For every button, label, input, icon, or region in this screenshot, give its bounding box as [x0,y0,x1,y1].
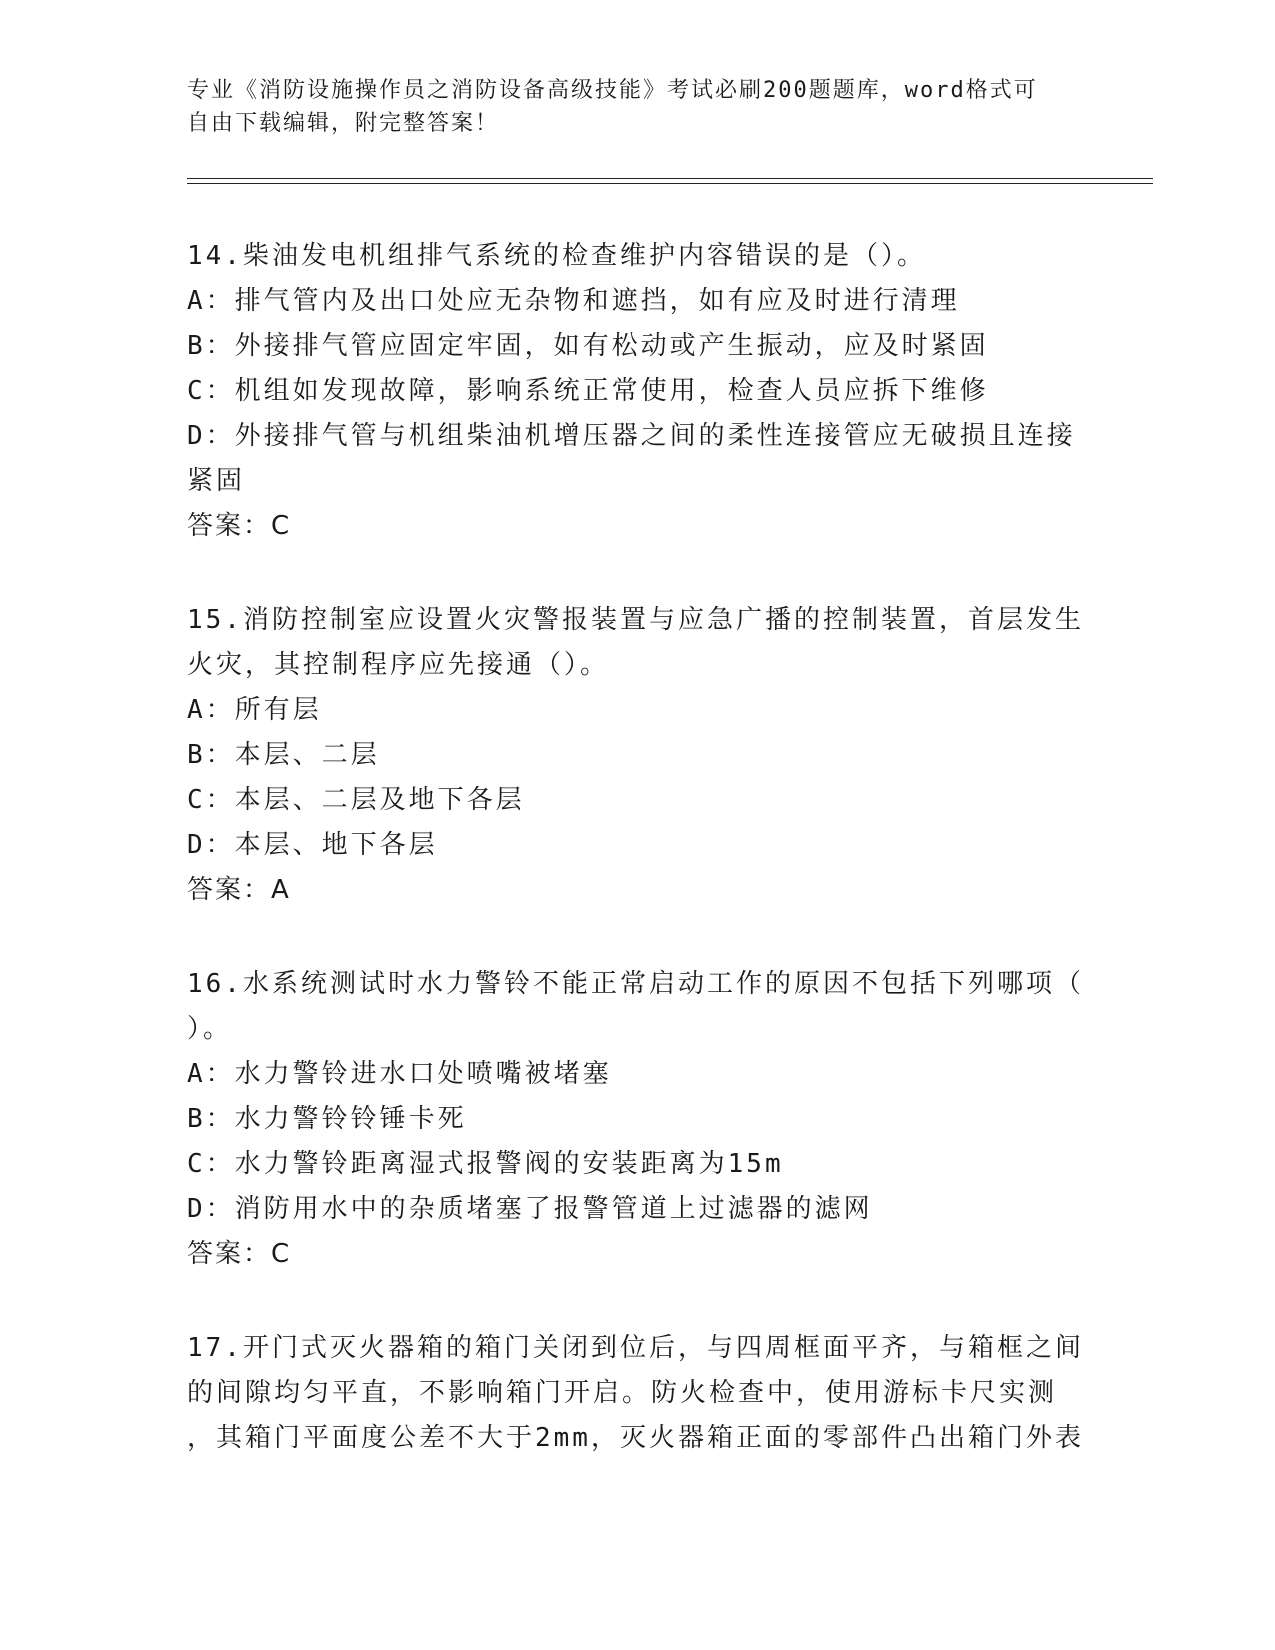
answer-label: 答案：C [187,511,292,541]
question-stem: 15.消防控制室应设置火灾警报装置与应急广播的控制装置，首层发生 [187,605,1084,635]
option-c: C：机组如发现故障，影响系统正常使用，检查人员应拆下维修 [187,376,989,406]
question-16 [187,962,1087,1277]
option-c: C：本层、二层及地下各层 [187,785,525,815]
question-stem: 17.开门式灭火器箱的箱门关闭到位后，与四周框面平齐，与箱框之间 [187,1333,1084,1363]
option-a: A：所有层 [187,695,322,725]
option-d: D：外接排气管与机组柴油机增压器之间的柔性连接管应无破损且连接 [187,421,1076,451]
option-d: D：本层、地下各层 [187,830,438,860]
option-b: B：水力警铃铃锤卡死 [187,1104,467,1134]
question-stem-continued: ）。 [187,1014,233,1044]
question-spacer [187,1277,1087,1326]
question-15 [187,598,1087,913]
page-header [187,74,1087,140]
question-17 [187,1326,1087,1461]
option-b: B：本层、二层 [187,740,380,770]
question-stem-continued: 火灾，其控制程序应先接通（）。 [187,650,610,680]
header-line-2: 自由下载编辑，附完整答案！ [187,111,500,136]
option-d: D：消防用水中的杂质堵塞了报警管道上过滤器的滤网 [187,1194,873,1224]
option-c: C：水力警铃距离湿式报警阀的安装距离为15m [187,1149,784,1179]
question-spacer [187,913,1087,962]
option-b: B：外接排气管应固定牢固，如有松动或产生振动，应及时紧固 [187,331,989,361]
answer-label: 答案：C [187,1239,292,1269]
question-spacer [187,549,1087,598]
question-list [187,234,1087,1461]
option-a: A：水力警铃进水口处喷嘴被堵塞 [187,1059,612,1089]
question-stem-continued: ，其箱门平面度公差不大于2mm，灭火器箱正面的零部件凸出箱门外表 [187,1423,1084,1453]
header-line-1: 专业《消防设施操作员之消防设备高级技能》考试必刷200题题库，word格式可 [187,78,1038,103]
question-stem: 14.柴油发电机组排气系统的检查维护内容错误的是（）。 [187,241,926,271]
option-d-continued: 紧固 [187,466,246,496]
question-stem-continued: 的间隙均匀平直，不影响箱门开启。防火检查中，使用游标卡尺实测 [187,1378,1058,1408]
header-divider-bottom [187,183,1153,184]
question-stem: 16.水系统测试时水力警铃不能正常启动工作的原因不包括下列哪项（ [187,969,1084,999]
question-14 [187,234,1087,549]
option-a: A：排气管内及出口处应无杂物和遮挡，如有应及时进行清理 [187,286,960,316]
answer-label: 答案：A [187,875,291,905]
header-divider-top [187,178,1153,179]
